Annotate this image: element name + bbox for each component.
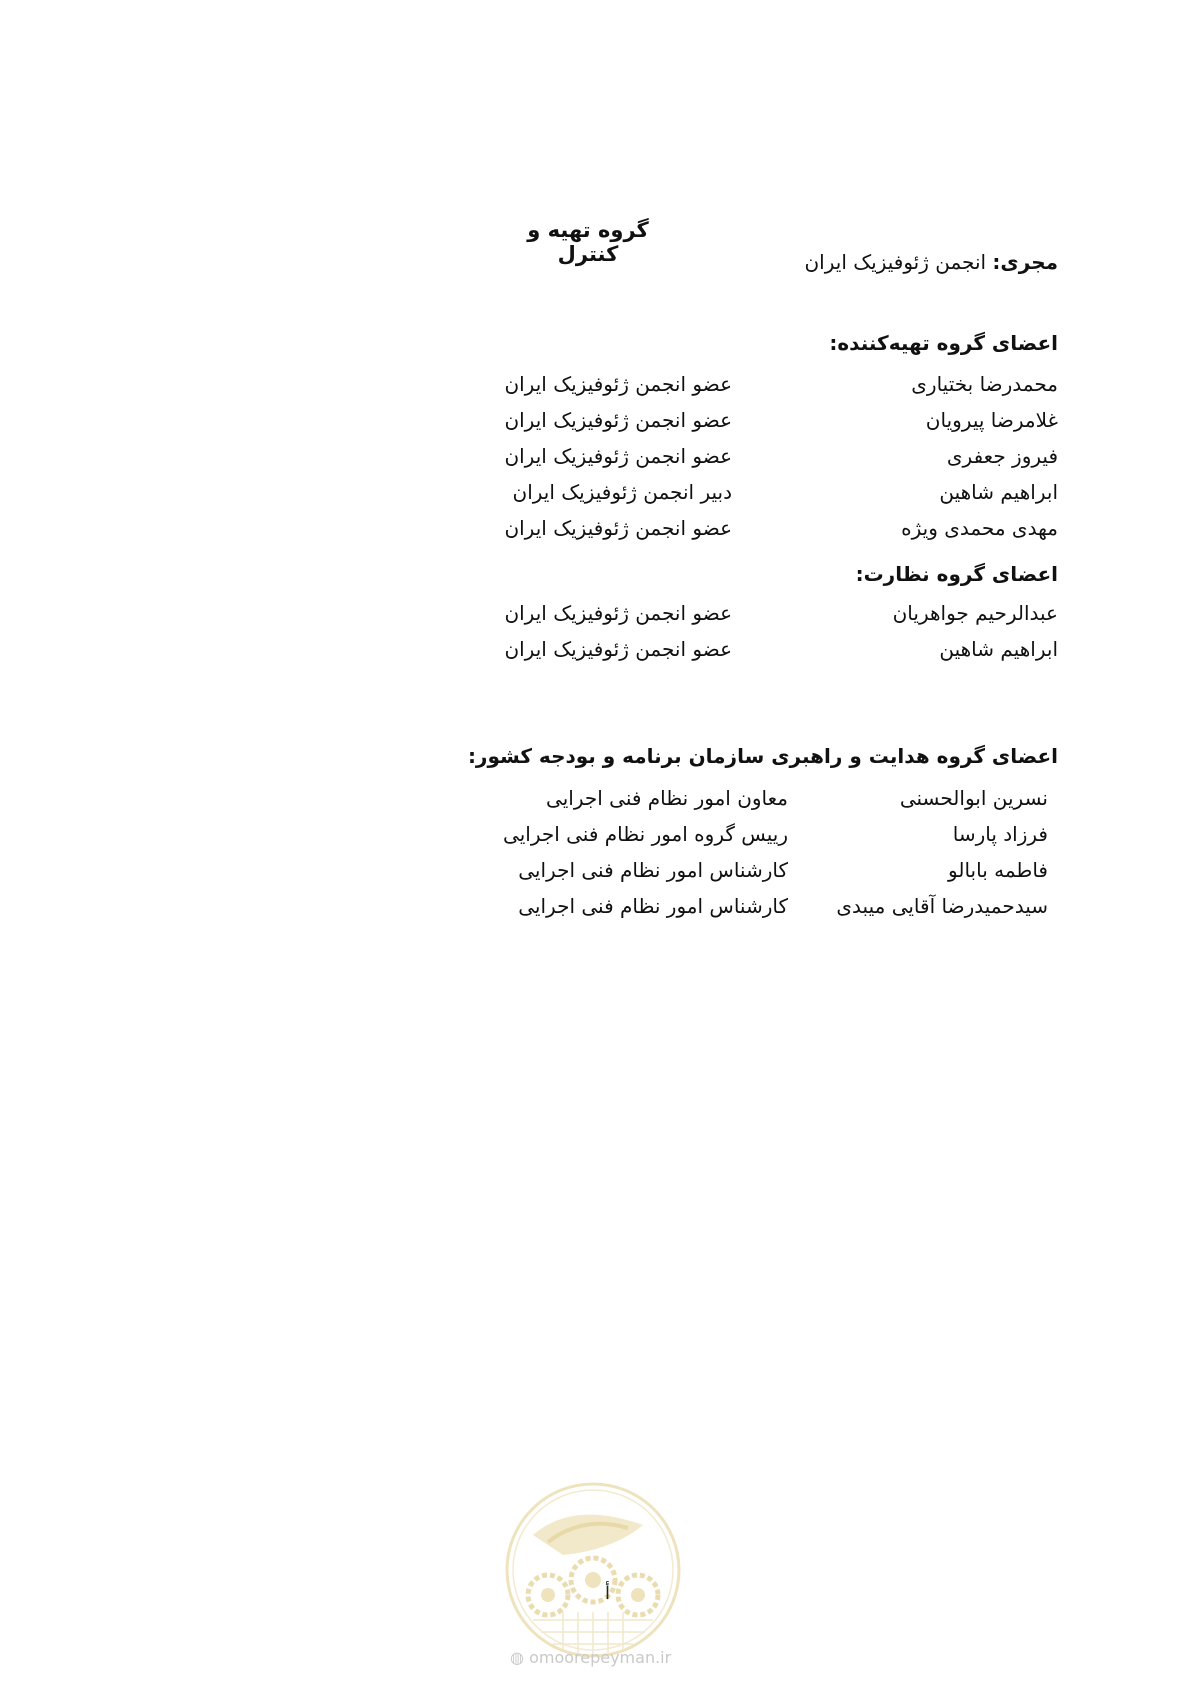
member-role: رییس گروه امور نظام فنی اجرایی (503, 822, 788, 846)
preparer-row (498, 444, 1058, 474)
member-name: فیروز جعفری (946, 444, 1058, 468)
preparer-row (498, 516, 1058, 546)
watermark-logo (503, 1480, 683, 1660)
preparers-heading: اعضای گروه تهیه‌کننده: (829, 331, 1058, 355)
steering-row (518, 894, 1048, 924)
supervisors-heading: اعضای گروه نظارت: (855, 562, 1058, 586)
preparer-row (498, 480, 1058, 510)
member-name: سیدحمیدرضا آقایی میبدی (836, 894, 1048, 918)
supervisor-row (498, 637, 1058, 667)
supervisor-row (498, 601, 1058, 631)
member-role: دبیر انجمن ژئوفیزیک ایران (512, 480, 732, 504)
globe-icon: ◍ (510, 1648, 524, 1667)
executor-label: مجری: (992, 250, 1058, 274)
watermark-website (510, 1648, 700, 1667)
executor-line (804, 250, 1058, 274)
executor-value: انجمن ژئوفیزیک ایران (804, 250, 987, 274)
steering-row (518, 786, 1048, 816)
member-name: فرزاد پارسا (952, 822, 1048, 846)
member-role: معاون امور نظام فنی اجرایی (546, 786, 788, 810)
member-name: عبدالرحیم جواهریان (892, 601, 1058, 625)
preparer-row (498, 408, 1058, 438)
member-name: ابراهیم شاهین (939, 480, 1058, 504)
steering-row (503, 822, 1048, 852)
member-name: محمدرضا بختیاری (911, 372, 1058, 396)
member-role: عضو انجمن ژئوفیزیک ایران (504, 372, 732, 396)
member-role: عضو انجمن ژئوفیزیک ایران (504, 601, 732, 625)
member-name: فاطمه بابالو (948, 858, 1048, 882)
preparer-row (498, 372, 1058, 402)
steering-heading: اعضای گروه هدایت و راهبری سازمان برنامه و بودجه کشور: (467, 744, 1058, 768)
member-role: کارشناس امور نظام فنی اجرایی (518, 894, 788, 918)
member-name: غلامرضا پیرویان (925, 408, 1058, 432)
member-role: عضو انجمن ژئوفیزیک ایران (504, 516, 732, 540)
member-role: عضو انجمن ژئوفیزیک ایران (504, 444, 732, 468)
member-name: نسرین ابوالحسنی (899, 786, 1048, 810)
member-role: عضو انجمن ژئوفیزیک ایران (504, 637, 732, 661)
page-title: گروه تهیه و کنترل (527, 218, 649, 266)
website-text: omoorepeyman.ir (529, 1648, 672, 1667)
member-name: ابراهیم شاهین (939, 637, 1058, 661)
member-role: عضو انجمن ژئوفیزیک ایران (504, 408, 732, 432)
member-name: مهدی محمدی ویژه (901, 516, 1058, 540)
page-number: أ (605, 1583, 611, 1604)
member-role: کارشناس امور نظام فنی اجرایی (518, 858, 788, 882)
steering-row (518, 858, 1048, 888)
